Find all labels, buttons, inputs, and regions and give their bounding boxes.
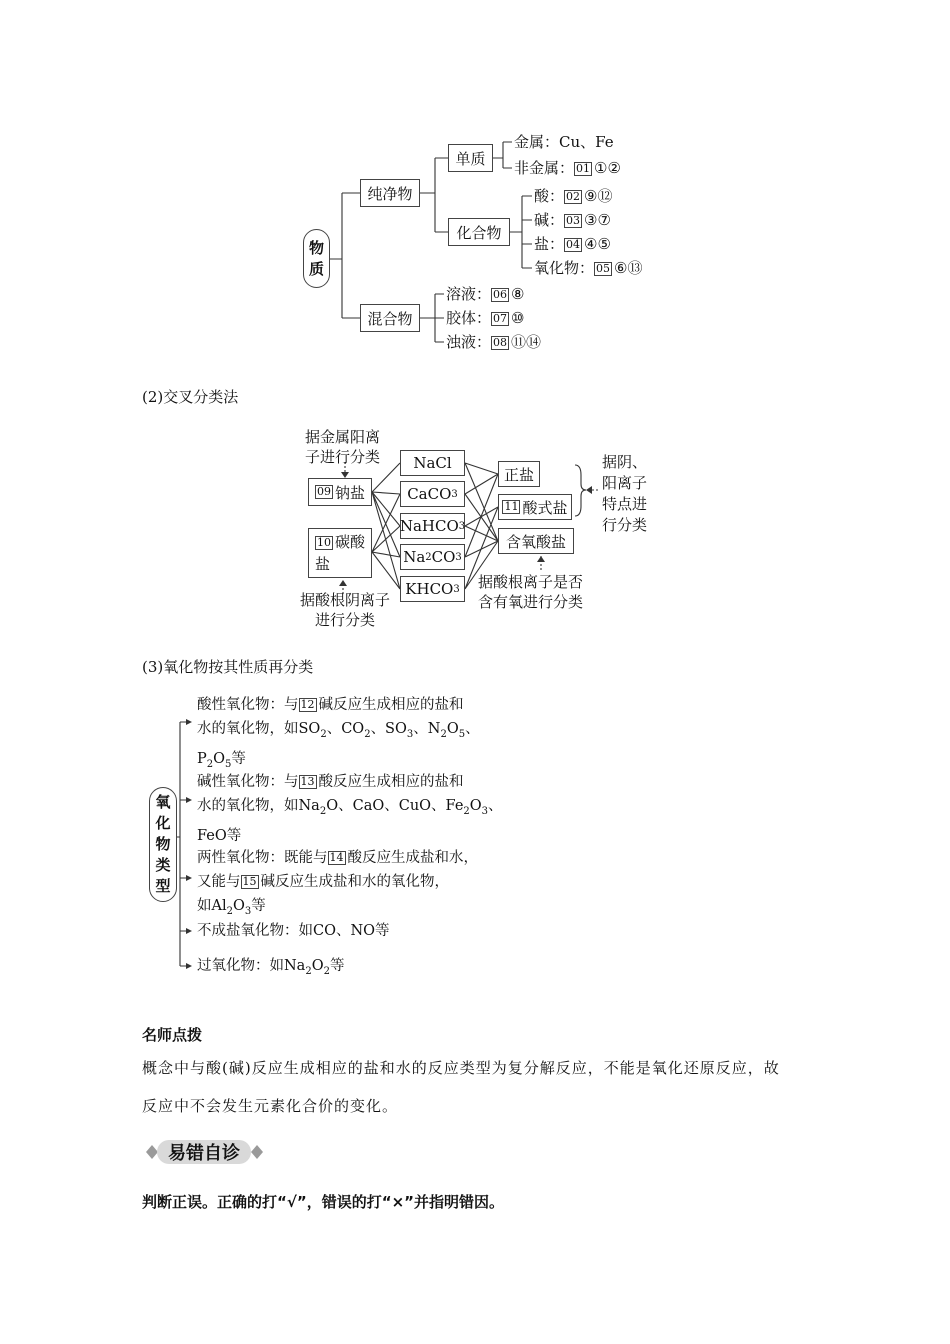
nonmetal-label: 非金属： — [514, 159, 575, 177]
element-box: 单质 — [448, 144, 493, 172]
blank-number: 03 — [566, 214, 581, 227]
blank-number: 06 — [493, 288, 508, 301]
answer-refs: ⑪⑭ — [511, 333, 542, 351]
blank-number: 12 — [300, 698, 315, 711]
note-ions: 据阴、 阳离子 特点进 行分类 — [602, 453, 648, 534]
answer-refs: ⑧ — [511, 285, 525, 303]
answer-refs: ①② — [594, 159, 621, 177]
compound-nacl: NaCl — [400, 450, 465, 476]
blank-number: 09 — [316, 485, 331, 498]
badge-label: 易错自诊 — [168, 1143, 240, 1164]
solution-label: 溶液： — [446, 285, 492, 303]
oxide-heading: (3)氧化物按其性质再分类 — [142, 658, 314, 676]
peroxide-text: 过氧化物：如$Na_2O_2$等 — [197, 958, 345, 977]
acidic-oxide-text: 酸性氧化物：与 12 碱反应生成相应的盐和 水的氧化物，如$SO_2$、$CO_2$、$SO_3$、$N_2O_5$、 $P_2O_5$等 — [197, 697, 480, 770]
selfcheck-instruction: 判断正误。正确的打“√”，错误的打“×”并指明错因。 — [142, 1193, 505, 1211]
base-label: 碱： — [534, 211, 565, 229]
normal-salt-box: 正盐 — [498, 461, 540, 487]
blank-number: 14 — [329, 851, 344, 864]
answer-refs: ③⑦ — [584, 211, 611, 229]
note-line: 进行分类 — [314, 611, 375, 629]
note-line: 据金属阳离 — [305, 428, 381, 446]
self-check-badge — [143, 1136, 265, 1168]
acid-label: 酸： — [534, 187, 565, 205]
amphoteric-oxide-text: 两性氧化物：既能与 14 酸反应生成盐和水， 又能与 15 碱反应生成盐和水的氧化物， 如$Al_2O_3$等 — [197, 850, 478, 917]
compound-na2co3: Na 2 CO 3 — [400, 544, 465, 570]
blank-number: 15 — [242, 875, 257, 888]
colloid-label: 胶体： — [446, 309, 492, 327]
oxyacid-salt-box: 含氧酸盐 — [498, 528, 574, 554]
blank-number: 01 — [576, 162, 591, 175]
carbonate-label: 碳酸 — [335, 533, 366, 551]
blank-number: 04 — [566, 238, 581, 251]
blank-number: 10 — [317, 536, 331, 549]
tip-line-2: 反应中不会发生元素化合价的变化。 — [142, 1097, 399, 1115]
pure-substance-box: 纯净物 — [360, 179, 420, 207]
compound-caco3: CaCO 3 — [400, 481, 465, 507]
note-line: 子进行分类 — [305, 448, 381, 466]
answer-refs: ④⑤ — [584, 235, 611, 253]
root-char: 质 — [308, 259, 324, 278]
answer-refs: ⑩ — [511, 309, 525, 327]
oxide-types-root: 氧 化 物 类 型 — [149, 787, 177, 902]
blank-number: 05 — [596, 262, 611, 275]
blank-number: 08 — [493, 336, 508, 349]
mixture-box: 混合物 — [360, 304, 420, 332]
suspension-label: 浊液： — [446, 333, 492, 351]
root-char: 物 — [308, 238, 324, 257]
metal-label: 金属：Cu、Fe — [514, 133, 614, 151]
blank-number: 07 — [493, 312, 508, 325]
answer-refs: ⑨⑫ — [584, 187, 613, 205]
answer-refs: ⑥⑬ — [614, 259, 643, 277]
basic-oxide-text: 碱性氧化物：与 13 酸反应生成相应的盐和 水的氧化物，如$Na_2O$、CaO、CuO、$Fe_2O_3$、 FeO等 — [197, 774, 503, 844]
blank-number: 02 — [566, 190, 581, 203]
acid-salt-label: 酸式盐 — [522, 498, 568, 517]
compound-nahco3: NaHCO 3 — [400, 513, 465, 539]
note-line: 据酸根阴离子 — [299, 591, 390, 609]
blank-number: 11 — [504, 500, 519, 513]
compound-khco3: KHCO 3 — [400, 576, 465, 602]
oxide-label: 氧化物： — [534, 259, 595, 277]
salt-label: 盐： — [534, 235, 565, 253]
neutral-oxide-text: 不成盐氧化物：如CO、NO等 — [197, 923, 390, 939]
carbonate-label: 盐 — [315, 555, 331, 573]
compound-box: 化合物 — [448, 218, 510, 246]
tip-line-1: 概念中与酸(碱)反应生成相应的盐和水的反应类型为复分解反应，不能是氧化还原反应，故 — [142, 1059, 780, 1077]
note-oxygen: 据酸根离子是否 含有氧进行分类 — [478, 573, 584, 611]
sodium-salt-label: 钠盐 — [334, 483, 365, 502]
blank-number: 13 — [300, 775, 315, 788]
cross-heading: (2)交叉分类法 — [142, 388, 239, 406]
tip-title: 名师点拨 — [142, 1026, 203, 1044]
